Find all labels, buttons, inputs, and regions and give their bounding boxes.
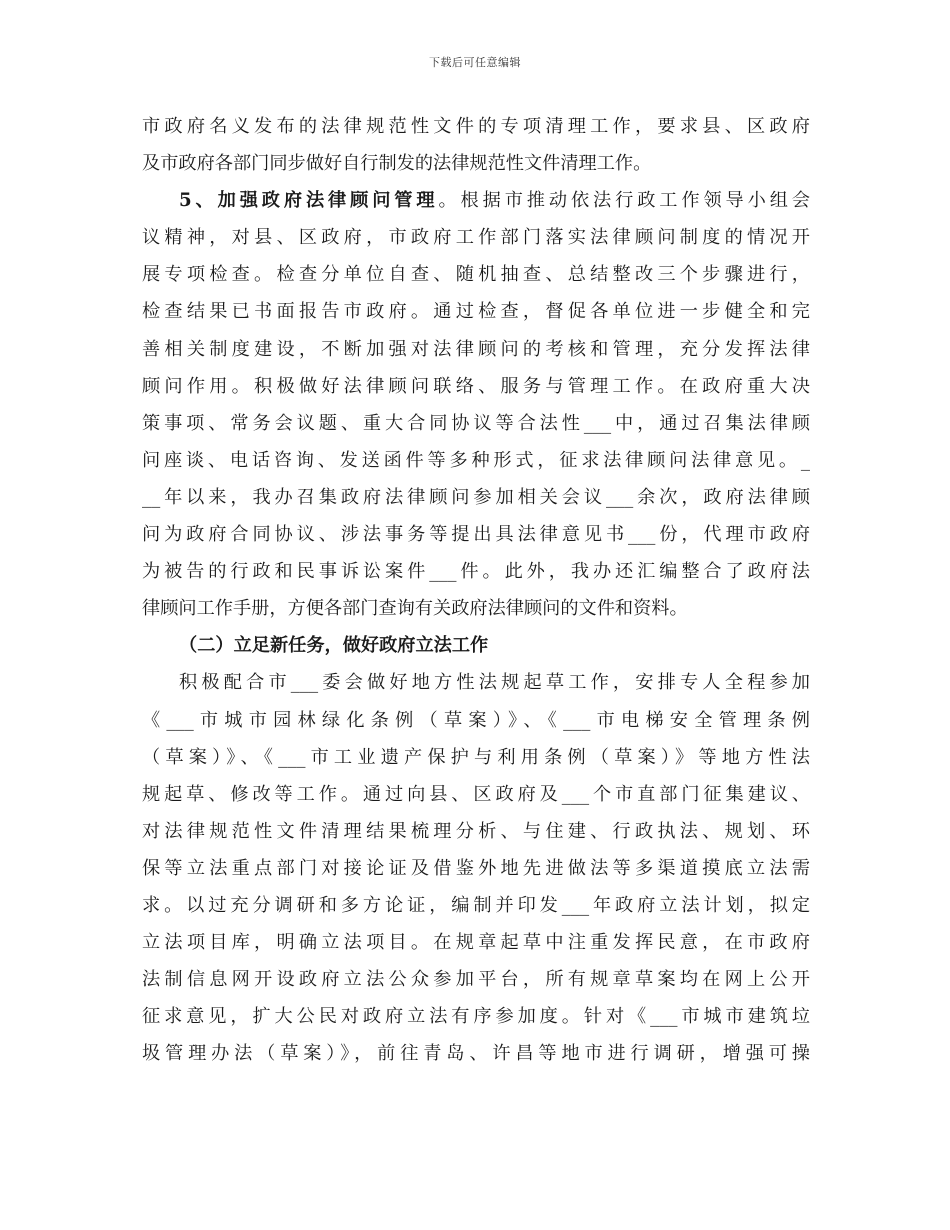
paragraph-line: 检查结果已书面报告市政府。通过检查，督促各单位进一步健全和完 bbox=[142, 301, 810, 323]
paragraph-line bbox=[142, 182, 810, 219]
paragraph-line: 积极配合市___委会做好地方性法规起草工作，安排专人全程参加 bbox=[179, 672, 810, 694]
paragraph-line: 善相关制度建设，不断加强对法律顾问的考核和管理，充分发挥法律 bbox=[142, 338, 810, 360]
paragraph-line: 保等立法重点部门对接论证及借鉴外地先进做法等多渠道摸底立法需 bbox=[142, 857, 810, 879]
paragraph-line: 议精神，对县、区政府，市政府工作部门落实法律顾问制度的情况开 bbox=[142, 227, 810, 249]
paragraph-line: __年以来，我办召集政府法律顾问参加相关会议___余次，政府法律顾 bbox=[142, 486, 810, 508]
paragraph-line: 展专项检查。检查分单位自查、随机抽查、总结整改三个步骤进行， bbox=[142, 264, 810, 286]
paragraph-line: 立法项目库，明确立法项目。在规章起草中注重发挥民意，在市政府 bbox=[142, 932, 810, 954]
document-body bbox=[142, 108, 810, 1072]
paragraph-line: 及市政府各部门同步做好自行制发的法律规范性文件清理工作。 bbox=[142, 153, 652, 175]
paragraph-line: 律顾问工作手册，方便各部门查询有关政府法律顾问的文件和资料。 bbox=[142, 598, 688, 620]
paragraph-line: 规起草、修改等工作。通过向县、区政府及___个市直部门征集建议、 bbox=[142, 783, 810, 805]
paragraph-line: 顾问作用。积极做好法律顾问联络、服务与管理工作。在政府重大决 bbox=[142, 375, 810, 397]
paragraph-line: 《___市城市园林绿化条例（草案）》、《___市电梯安全管理条例 bbox=[142, 709, 810, 731]
paragraph-line: 为被告的行政和民事诉讼案件___件。此外，我办还汇编整合了政府法 bbox=[142, 561, 810, 583]
page-header: 下载后可任意编辑 bbox=[429, 56, 521, 69]
paragraph-line: 策事项、常务会议题、重大合同协议等合法性___中，通过召集法律顾 bbox=[142, 412, 810, 434]
section-lead-bold: 5、加强政府法律顾问管理 bbox=[179, 190, 439, 212]
paragraph-line: 征求意见，扩大公民对政府立法有序参加度。针对《___市城市建筑垃 bbox=[142, 1006, 810, 1028]
paragraph-text: 。根据市推动依法行政工作领导小组会 bbox=[438, 190, 810, 212]
paragraph-line: 对法律规范性文件清理结果梳理分析、与住建、行政执法、规划、环 bbox=[142, 820, 810, 842]
paragraph-line: 问座谈、电话咨询、发送函件等多种形式，征求法律顾问法律意见。_ bbox=[142, 449, 810, 471]
paragraph-line: 市政府名义发布的法律规范性文件的专项清理工作，要求县、区政府 bbox=[142, 116, 810, 137]
paragraph-line: 圾管理办法（草案）》，前往青岛、许昌等地市进行调研，增强可操 bbox=[142, 1043, 810, 1065]
paragraph-line: （草案）》、《___市工业遗产保护与利用条例（草案）》等地方性法 bbox=[142, 746, 810, 768]
paragraph-line: 问为政府合同协议、涉法事务等提出具法律意见书___份，代理市政府 bbox=[142, 524, 810, 546]
paragraph-line: 法制信息网开设政府立法公众参加平台，所有规章草案均在网上公开 bbox=[142, 969, 810, 991]
section-heading: （二）立足新任务，做好政府立法工作 bbox=[179, 635, 489, 657]
paragraph-line: 求。以过充分调研和多方论证，编制并印发___年政府立法计划，拟定 bbox=[142, 894, 810, 916]
